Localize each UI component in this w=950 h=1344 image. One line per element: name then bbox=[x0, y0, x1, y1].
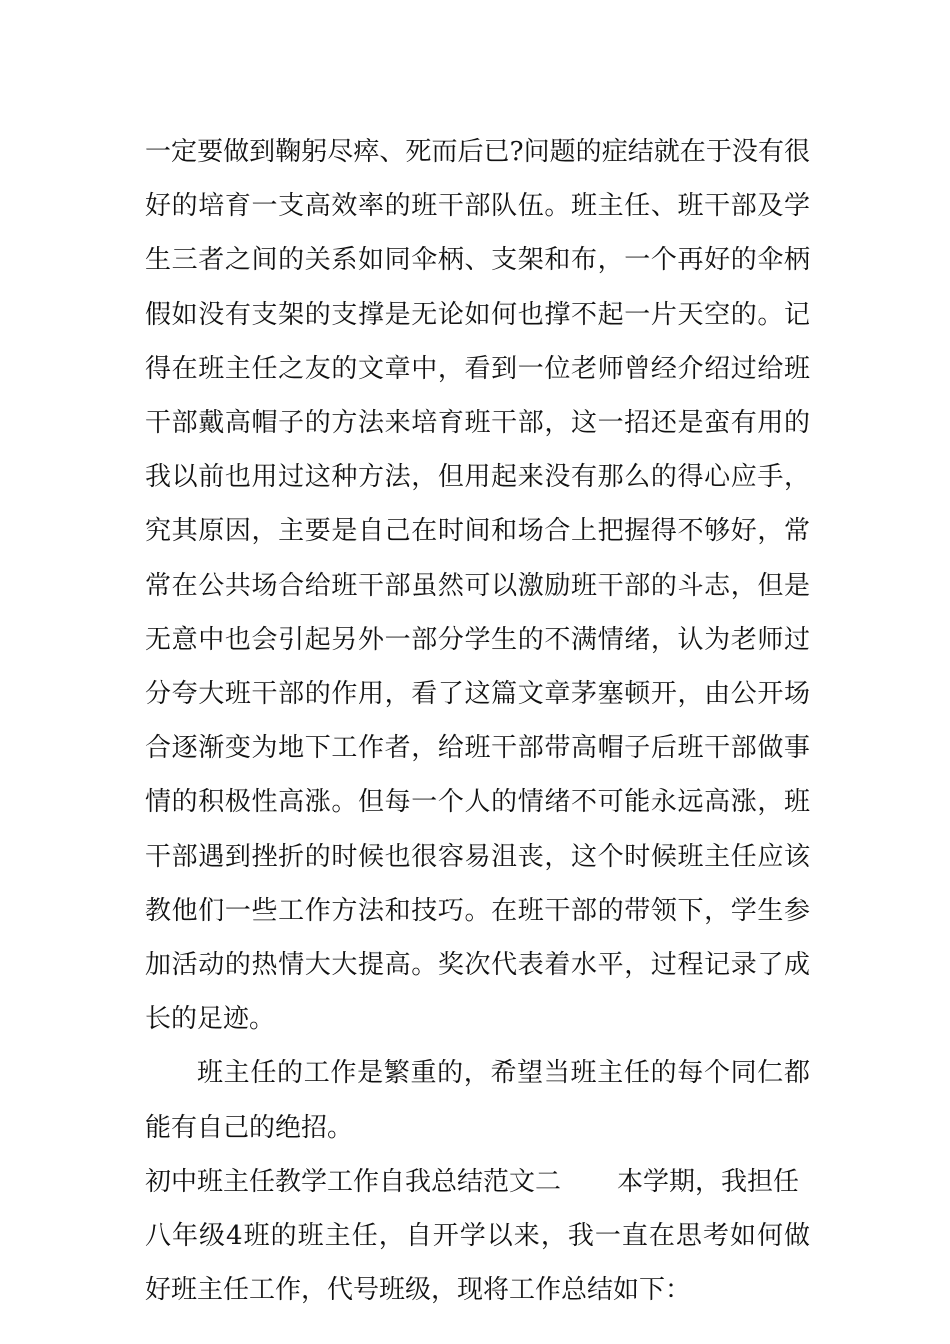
section-heading-line bbox=[145, 1155, 810, 1209]
paragraph-2: 班主任的工作是繁重的，希望当班主任的每个同仁都能有自己的绝招。 bbox=[145, 1058, 810, 1143]
document-body bbox=[145, 125, 810, 1317]
paragraph-1: 一定要做到鞠躬尽瘁、死而后已?问题的症结就在于没有很好的培育一支高效率的班干部队伍。班主任、班干部及学生三者之间的关系如同伞柄、支架和布，一个再好的伞柄假如没有支架的支撑是无论如何也撑不起一片天空的。记得在班主任之友的文章中，看到一位老师曾经介绍过给班干部戴高帽子的方法来培育班干部，这一招还是蛮有用的我以前也用过这种方法，但用起来没有那么的得心应手，究其原因，主要是自己在时间和场合上把握得不够好，常常在公共场合给班干部虽然可以激励班干部的斗志，但是无意中也会引起另外一部分学生的不满情绪，认为老师过分夸大班干部的作用，看了这篇文章茅塞顿开，由公开场合逐渐变为地下工作者，给班干部带高帽子后班干部做事情的积极性高涨。但每一个人的情绪不可能永远高涨，班干部遇到挫折的时候也很容易沮丧，这个时候班主任应该教他们一些工作方法和技巧。在班干部的带领下，学生参加活动的热情大大提高。奖次代表着水平，过程记录了成长的足迹。 bbox=[145, 137, 810, 1035]
section-intro: 本学期，我担任 bbox=[617, 1166, 800, 1197]
paragraph-3: 八年级4班的班主任，自开学以来，我一直在思考如何做好班主任工作，代号班级，现将工作总结如下： bbox=[145, 1221, 810, 1306]
section-title: 初中班主任教学工作自我总结范文二 bbox=[145, 1166, 562, 1197]
